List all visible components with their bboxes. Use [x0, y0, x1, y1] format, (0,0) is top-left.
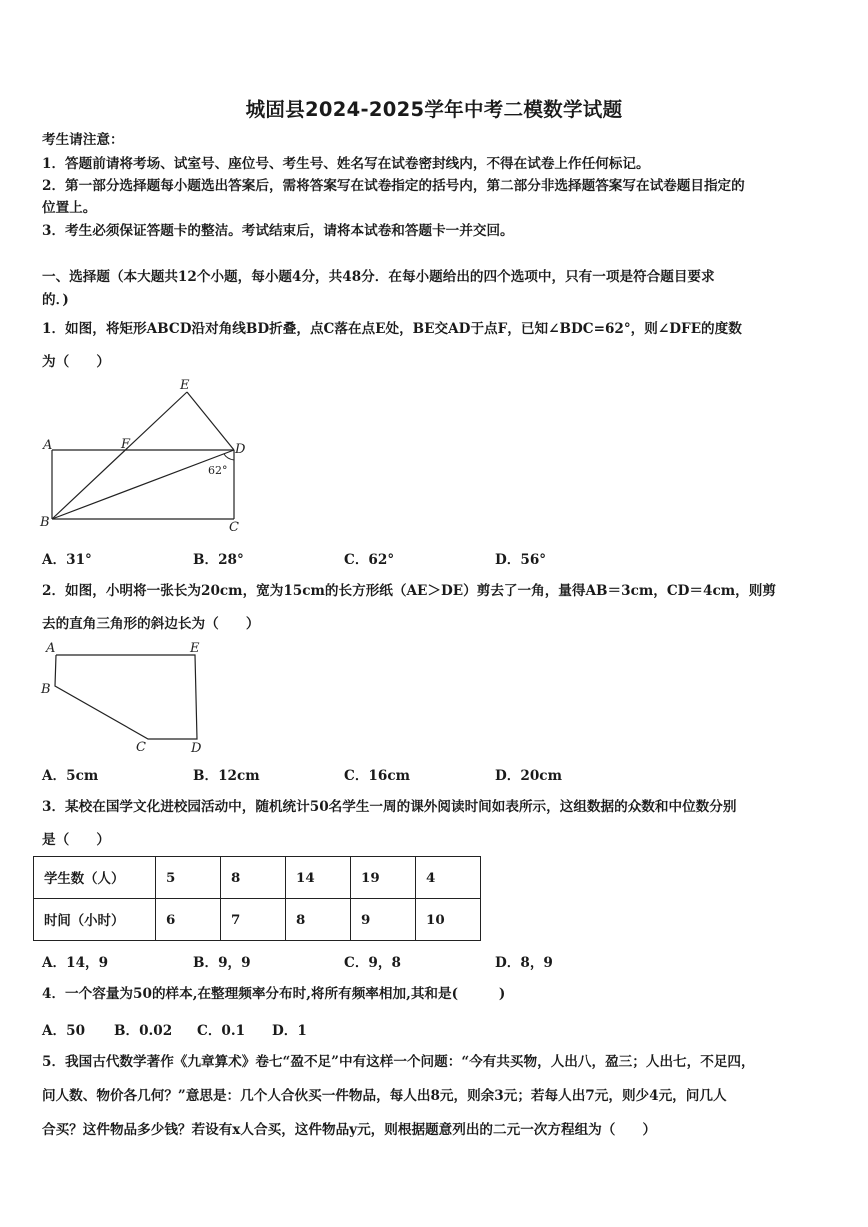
table-cell: 19: [351, 857, 416, 899]
q2-option-b[interactable]: B．12cm: [193, 768, 260, 784]
q1-segment-ED: [187, 392, 234, 450]
q1-stem: 1．如图，将矩形ABCD沿对角线BD折叠，点C落在点E处，BE交AD于点F，已知∠BDC=62°，则∠DFE的度数: [42, 321, 742, 337]
q1-label-D: D: [235, 442, 246, 457]
q2-shape-outline: [55, 655, 197, 739]
q4-stem: 4．一个容量为50的样本,在整理频率分布时,将所有频率相加,其和是( ): [42, 986, 506, 1002]
table-cell: 8: [286, 899, 351, 941]
notice-heading: 考生请注意：: [42, 132, 124, 148]
q5-stem: 5．我国古代数学著作《九章算术》卷七“盈不足”中有这样一个问题：“今有共买物，人出八，盈三；人出七，不足四，: [42, 1054, 755, 1070]
q1-option-d[interactable]: D．56°: [495, 552, 547, 568]
q3-stem: 3．某校在国学文化进校园活动中，随机统计50名学生一周的课外阅读时间如表所示，这组数据的众数和中位数分别: [42, 799, 737, 815]
q3-option-c[interactable]: C．9，8: [344, 955, 401, 971]
q2-label-B: B: [41, 682, 51, 697]
q4-option-d[interactable]: D．1: [272, 1023, 307, 1039]
table-cell: 7: [221, 899, 286, 941]
q1-label-E: E: [180, 378, 190, 393]
q1-segment-BE: [52, 392, 187, 519]
table-row: [34, 857, 481, 899]
table-cell: 6: [156, 899, 221, 941]
q1-label-F: F: [121, 437, 131, 452]
section-heading: 一、选择题（本大题共12个小题，每小题4分，共48分．在每小题给出的四个选项中，只有一项是符合题目要求: [42, 269, 715, 285]
q5-stem-cont-2: 合买？这件物品多少钱？若设有x人合买，这件物品y元，则根据题意列出的二元一次方程组为（ ）: [42, 1122, 657, 1138]
q4-option-a[interactable]: A．50: [42, 1023, 86, 1039]
q3-option-b[interactable]: B．9，9: [193, 955, 251, 971]
q2-option-a[interactable]: A．5cm: [42, 768, 99, 784]
q1-label-B: B: [40, 515, 50, 530]
q2-stem-cont: 去的直角三角形的斜边长为（ ）: [42, 616, 260, 632]
notice-item-3: 3．考生必须保证答题卡的整洁。考试结束后，请将本试卷和答题卡一并交回。: [42, 223, 514, 239]
table-row: [34, 899, 481, 941]
q3-data-table: [33, 856, 481, 941]
q1-option-a[interactable]: A．31°: [42, 552, 92, 568]
q4-option-b[interactable]: B．0.02: [114, 1023, 173, 1039]
table-cell: 10: [416, 899, 481, 941]
q3-option-a[interactable]: A．14，9: [42, 955, 109, 971]
q1-label-angle: 62°: [208, 464, 228, 477]
q1-stem-cont: 为（ ）: [42, 354, 110, 370]
q3-option-d[interactable]: D．8，9: [495, 955, 553, 971]
notice-item-1: 1．答题前请将考场、试室号、座位号、考生号、姓名写在试卷密封线内，不得在试卷上作任何标记。: [42, 156, 650, 172]
q1-option-b[interactable]: B．28°: [193, 552, 244, 568]
table-cell: 9: [351, 899, 416, 941]
q2-label-A: A: [46, 641, 56, 656]
q2-option-d[interactable]: D．20cm: [495, 768, 562, 784]
q1-label-A: A: [43, 438, 53, 453]
notice-item-2-cont: 位置上。: [42, 200, 97, 216]
table-cell: 4: [416, 857, 481, 899]
q2-label-D: D: [191, 741, 202, 756]
q1-figure: [38, 376, 253, 536]
q1-label-C: C: [229, 520, 239, 535]
q3-stem-cont: 是（ ）: [42, 832, 110, 848]
table-cell: 学生数（人）: [34, 857, 156, 899]
table-cell: 14: [286, 857, 351, 899]
q1-angle-arc: [224, 454, 234, 460]
q4-option-c[interactable]: C．0.1: [197, 1023, 246, 1039]
table-cell: 时间（小时）: [34, 899, 156, 941]
notice-item-2: 2．第一部分选择题每小题选出答案后，需将答案写在试卷指定的括号内，第二部分非选择题答案写在试卷题目指定的: [42, 178, 745, 194]
q2-label-C: C: [136, 740, 146, 755]
section-heading-cont: 的．): [42, 292, 69, 308]
q2-figure: [38, 638, 208, 758]
table-cell: 5: [156, 857, 221, 899]
q2-option-c[interactable]: C．16cm: [344, 768, 410, 784]
page-title: 城固县2024-2025学年中考二模数学试题: [245, 98, 623, 121]
q1-diagonal-BD: [52, 450, 234, 519]
q2-label-E: E: [190, 641, 200, 656]
q1-option-c[interactable]: C．62°: [344, 552, 395, 568]
q2-stem: 2．如图，小明将一张长为20cm，宽为15cm的长方形纸（AE＞DE）剪去了一角，量得AB＝3cm，CD＝4cm，则剪: [42, 583, 776, 599]
table-cell: 8: [221, 857, 286, 899]
q5-stem-cont-1: 问人数、物价各几何？”意思是：几个人合伙买一件物品，每人出8元，则余3元；若每人出7元，则少4元，问几人: [42, 1088, 727, 1104]
